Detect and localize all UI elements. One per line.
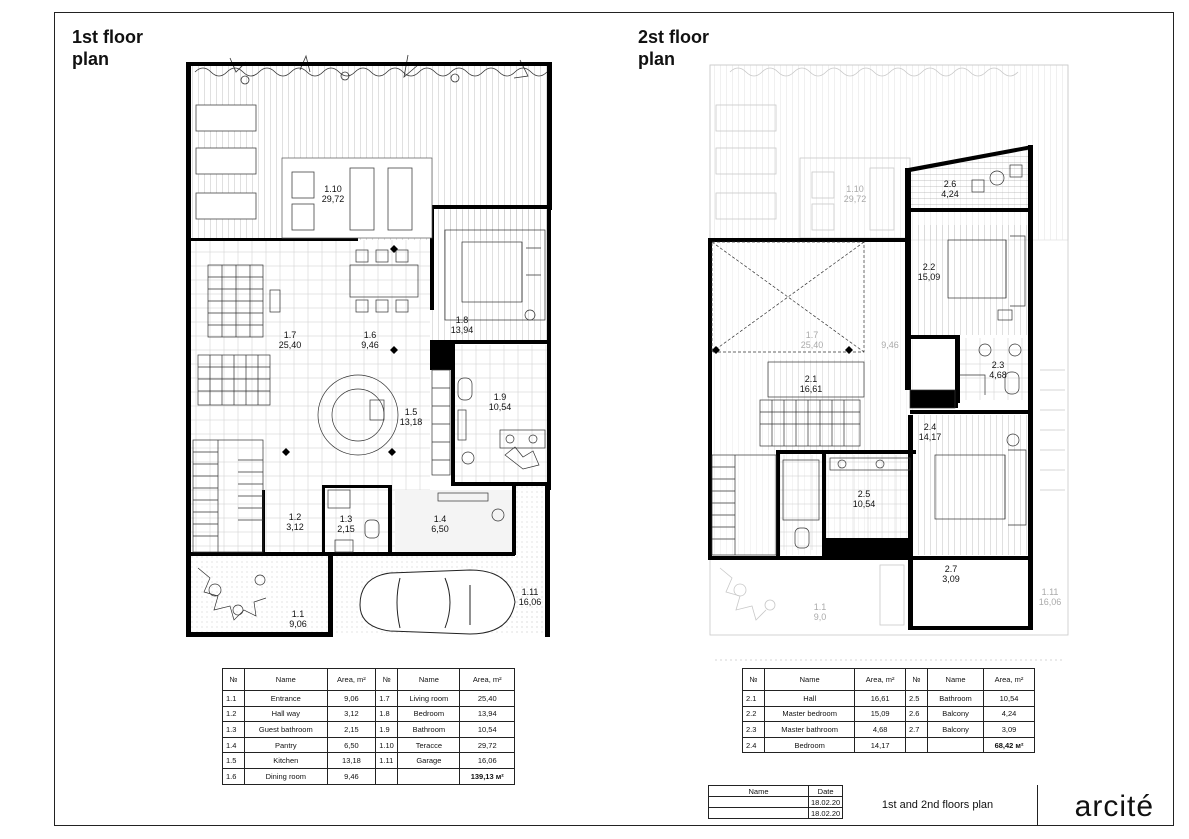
- room-schedule-second: [742, 668, 1035, 753]
- cell: 3,09: [984, 722, 1035, 738]
- header-cell: №: [223, 669, 245, 691]
- table-header-row: [743, 669, 1035, 691]
- cell: Garage: [398, 753, 460, 769]
- cell: 10,54: [984, 691, 1035, 707]
- room-area: 16,61: [799, 384, 823, 394]
- second-floor-plan: [708, 65, 1068, 660]
- room-schedule-first: [222, 668, 515, 785]
- ghost-room-area: 9,0: [813, 612, 827, 622]
- room-area: 10,54: [852, 499, 876, 509]
- cell: 1.11: [376, 753, 398, 769]
- room-area: 3,12: [286, 522, 304, 532]
- cell: Master bathroom: [765, 722, 855, 738]
- date-header: Date: [809, 786, 843, 797]
- table-row: [223, 753, 515, 769]
- ghost-room-label: 1.1: [813, 602, 827, 612]
- cell: 1.1: [223, 691, 245, 707]
- cell: 1.5: [223, 753, 245, 769]
- room-label: 1.3: [339, 514, 353, 524]
- cell: [906, 737, 928, 753]
- table-row: [743, 691, 1035, 707]
- cell: 1.6: [223, 768, 245, 784]
- room-area: 10,54: [488, 402, 512, 412]
- table-row: [223, 722, 515, 738]
- cell: [398, 768, 460, 784]
- room-area: 4,24: [941, 189, 959, 199]
- ghost-room-label: 1.7: [805, 330, 819, 340]
- header-cell: №: [743, 669, 765, 691]
- cell: 16,61: [855, 691, 906, 707]
- cell: [928, 737, 984, 753]
- room-label: 2.1: [804, 374, 818, 384]
- cell: 13,18: [327, 753, 376, 769]
- header-cell: Name: [765, 669, 855, 691]
- total-area-cell: 68,42 м²: [984, 737, 1035, 753]
- cell: Teracce: [398, 737, 460, 753]
- cell: 1.10: [376, 737, 398, 753]
- cell: 2.2: [743, 706, 765, 722]
- room-label: 2.3: [991, 360, 1005, 370]
- cell: 10,54: [460, 722, 515, 738]
- cell: 2.3: [743, 722, 765, 738]
- cell: Hall way: [245, 706, 328, 722]
- ghost-room-label: 1.11: [1041, 587, 1059, 597]
- cell: Guest bathroom: [245, 722, 328, 738]
- room-area: 6,50: [431, 524, 449, 534]
- cell: 16,06: [460, 753, 515, 769]
- table-row: [743, 737, 1035, 753]
- header-cell: Area, m²: [460, 669, 515, 691]
- cell: 29,72: [460, 737, 515, 753]
- table-row: [743, 722, 1035, 738]
- cell: Dining room: [245, 768, 328, 784]
- title-block: [708, 785, 1174, 826]
- header-cell: №: [906, 669, 928, 691]
- room-label: 1.6: [363, 330, 377, 340]
- cell: 6,50: [327, 737, 376, 753]
- header-cell: Name: [928, 669, 984, 691]
- room-label: 1.2: [288, 512, 302, 522]
- cell: 14,17: [855, 737, 906, 753]
- room-label: 1.4: [433, 514, 447, 524]
- cell: Hall: [765, 691, 855, 707]
- table-row: [223, 737, 515, 753]
- ghost-room-area: 29,72: [843, 194, 867, 204]
- room-area: 9,06: [289, 619, 307, 629]
- cell: 2.7: [906, 722, 928, 738]
- room-area: 13,94: [450, 325, 474, 335]
- header-cell: Area, m²: [327, 669, 376, 691]
- room-area: 13,18: [399, 417, 423, 427]
- header-cell: №: [376, 669, 398, 691]
- cell: Balcony: [928, 706, 984, 722]
- date-cell: 18.02.20: [809, 808, 843, 819]
- room-label: 2.6: [943, 179, 957, 189]
- cell: 4,24: [984, 706, 1035, 722]
- cell: 25,40: [460, 691, 515, 707]
- cell: 15,09: [855, 706, 906, 722]
- cell: Entrance: [245, 691, 328, 707]
- header-cell: Name: [398, 669, 460, 691]
- table-row: [223, 706, 515, 722]
- cell: 2.1: [743, 691, 765, 707]
- room-area: 9,46: [361, 340, 379, 350]
- room-area: 25,40: [278, 340, 302, 350]
- header-cell: Name: [245, 669, 328, 691]
- room-label: 1.8: [455, 315, 469, 325]
- room-area: 3,09: [942, 574, 960, 584]
- date-cell: 18.02.20: [809, 797, 843, 808]
- car-icon: [360, 570, 515, 634]
- second-floor-title: 2st floor plan: [638, 27, 710, 69]
- ghost-room-area: 16,06: [1038, 597, 1062, 607]
- ghost-room-area: 9,46: [881, 340, 899, 350]
- cell: Living room: [398, 691, 460, 707]
- table-row: [223, 691, 515, 707]
- header-cell: Area, m²: [984, 669, 1035, 691]
- cell: Pantry: [245, 737, 328, 753]
- cell: [376, 768, 398, 784]
- brand-logo: arcité: [1074, 790, 1154, 823]
- drawing-name: 1st and 2nd floors plan: [838, 785, 1038, 825]
- room-area: 29,72: [321, 194, 345, 204]
- room-area: 4,68: [989, 370, 1007, 380]
- cell: 9,06: [327, 691, 376, 707]
- table-row: [743, 706, 1035, 722]
- room-label: 2.4: [923, 422, 937, 432]
- header-cell: Area, m²: [855, 669, 906, 691]
- room-label: 1.1: [291, 609, 305, 619]
- cell: 1.4: [223, 737, 245, 753]
- room-label: 1.9: [493, 392, 507, 402]
- cell: 1.2: [223, 706, 245, 722]
- ghost-room-area: 25,40: [800, 340, 824, 350]
- room-label: 1.10: [324, 184, 342, 194]
- name-header: Name: [709, 786, 809, 797]
- cell: Kitchen: [245, 753, 328, 769]
- room-area: 14,17: [918, 432, 942, 442]
- cell: Balcony: [928, 722, 984, 738]
- room-label: 1.7: [283, 330, 297, 340]
- cell: 1.3: [223, 722, 245, 738]
- cell: Bedroom: [765, 737, 855, 753]
- cell: 2.6: [906, 706, 928, 722]
- cell: 4,68: [855, 722, 906, 738]
- table-row: [223, 768, 515, 784]
- table-header-row: [223, 669, 515, 691]
- cell: 2.4: [743, 737, 765, 753]
- room-label: 2.2: [922, 262, 936, 272]
- room-label: 2.7: [944, 564, 958, 574]
- cell: 1.7: [376, 691, 398, 707]
- cell: Bedroom: [398, 706, 460, 722]
- title-block-table: [708, 785, 843, 819]
- cell: 13,94: [460, 706, 515, 722]
- cell: 2,15: [327, 722, 376, 738]
- first-floor-title: 1st floor plan: [72, 27, 144, 69]
- cell: Bathroom: [928, 691, 984, 707]
- room-area: 15,09: [917, 272, 941, 282]
- cell: Bathroom: [398, 722, 460, 738]
- room-area: 16,06: [518, 597, 542, 607]
- first-floor-plan: [186, 55, 552, 637]
- ghost-room-label: 1.10: [846, 184, 864, 194]
- cell: 3,12: [327, 706, 376, 722]
- room-label: 1.5: [404, 407, 418, 417]
- room-label: 1.11: [521, 587, 539, 597]
- cell: 1.8: [376, 706, 398, 722]
- total-area-cell: 139,13 м²: [460, 768, 515, 784]
- cell: 9,46: [327, 768, 376, 784]
- cell: Master bedroom: [765, 706, 855, 722]
- cell: 2.5: [906, 691, 928, 707]
- room-label: 2.5: [857, 489, 871, 499]
- cell: 1.9: [376, 722, 398, 738]
- room-area: 2,15: [337, 524, 355, 534]
